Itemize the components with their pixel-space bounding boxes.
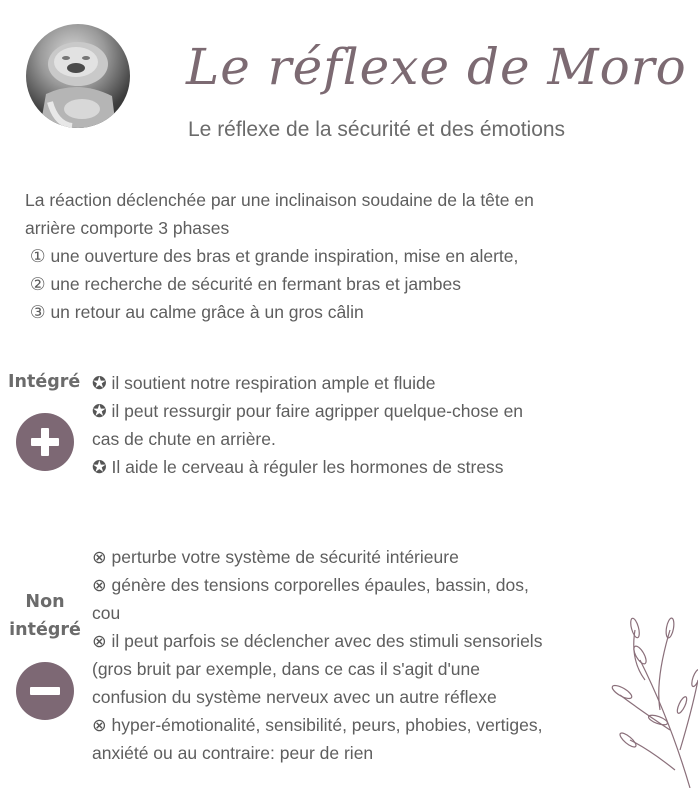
list-item: ✪ il soutient notre respiration ample et fluide	[92, 373, 436, 393]
star-bullet-icon: ✪	[92, 457, 107, 477]
non-integre-list	[92, 543, 637, 767]
list-item: confusion du système nerveux avec un autre réflexe	[92, 687, 497, 707]
intro-line: La réaction déclenchée par une inclinaison soudaine de la tête en	[25, 190, 534, 210]
minus-icon	[16, 662, 74, 720]
phase-text: une recherche de sécurité en fermant bras et jambes	[50, 274, 461, 294]
list-item: (gros bruit par exemple, dans ce cas il s'agit d'une	[92, 659, 480, 679]
phase-number: ③	[29, 302, 46, 322]
phase-text: un retour au calme grâce à un gros câlin	[50, 302, 364, 322]
phase-number: ②	[29, 274, 46, 294]
list-item: ⊗ perturbe votre système de sécurité intérieure	[92, 547, 459, 567]
page-title: Le réflexe de Moro	[186, 38, 687, 96]
baby-photo	[26, 24, 130, 128]
list-item: ⊗ génère des tensions corporelles épaules, bassin, dos,	[92, 575, 529, 595]
intro-text	[25, 186, 655, 326]
phase-item	[25, 298, 655, 326]
phase-number: ①	[29, 246, 46, 266]
non-integre-label: Non intégré	[9, 592, 81, 640]
phase-item	[25, 242, 655, 270]
list-item: anxiété ou au contraire: peur de rien	[92, 743, 374, 763]
phase-item	[25, 270, 655, 298]
branch-decoration-icon	[600, 600, 698, 788]
integre-label: Intégré	[8, 372, 81, 392]
page-subtitle: Le réflexe de la sécurité et des émotions	[188, 118, 566, 141]
integre-list	[92, 369, 637, 481]
list-item: ⊗ hyper-émotionalité, sensibilité, peurs, phobies, vertiges,	[92, 715, 543, 735]
phase-text: une ouverture des bras et grande inspiration, mise en alerte,	[50, 246, 519, 266]
list-item: ✪ il peut ressurgir pour faire agripper quelque-chose en	[92, 401, 524, 421]
star-bullet-icon: ✪	[92, 401, 107, 421]
plus-icon	[16, 413, 74, 471]
cross-bullet-icon: ⊗	[92, 631, 107, 651]
cross-bullet-icon: ⊗	[92, 715, 107, 735]
cross-bullet-icon: ⊗	[92, 547, 107, 567]
list-item: cas de chute en arrière.	[92, 429, 276, 449]
intro-line: arrière comporte 3 phases	[25, 218, 230, 238]
list-item: cou	[92, 603, 121, 623]
cross-bullet-icon: ⊗	[92, 575, 107, 595]
list-item: ⊗ il peut parfois se déclencher avec des stimuli sensoriels	[92, 631, 543, 651]
list-item: ✪ Il aide le cerveau à réguler les hormones de stress	[92, 457, 504, 477]
star-bullet-icon: ✪	[92, 373, 107, 393]
